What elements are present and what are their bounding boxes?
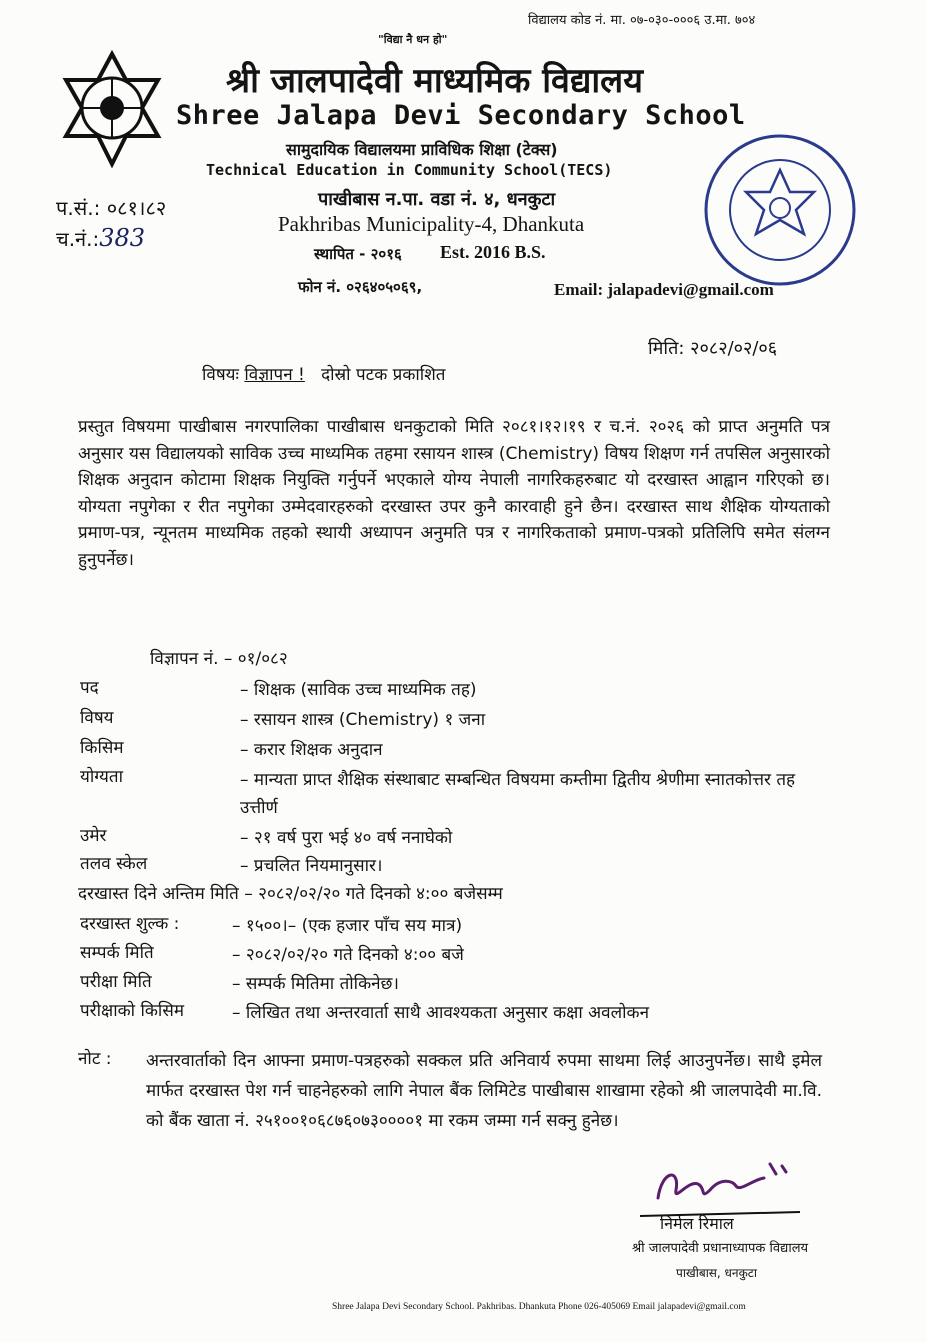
school-logo-icon [56,50,168,168]
detail-value-age: – २१ वर्ष पुरा भई ४० वर्ष ननाघेको [240,828,453,848]
subtitle-nepali: सामुदायिक विद्यालयमा प्राविधिक शिक्षा (टेक्स) [286,140,558,159]
detail-value-type: – करार शिक्षक अनुदान [240,740,383,760]
detail-label-type: किसिम [80,738,124,758]
detail-label-subject: विषय [80,708,114,728]
school-name-english: Shree Jalapa Devi Secondary School [176,100,746,131]
school-name-nepali: श्री जालपादेवी माध्यमिक विद्यालय [226,61,643,101]
detail-value-exam-date: – सम्पर्क मितिमा तोकिनेछ। [232,974,399,994]
detail-label-age: उमेर [80,826,107,846]
signatory-name: निर्मल रिमाल [660,1214,734,1233]
address-nepali: पाखीबास न.पा. वडा नं. ४, धनकुटा [318,189,556,210]
subject-suffix: दोस्रो पटक प्रकाशित [321,365,446,385]
signatory-place: पाखीबास, धनकुटा [676,1266,757,1280]
subject-line [202,362,445,385]
detail-label-post: पद [80,678,99,698]
subject-prefix: विषयः [202,365,239,385]
subtitle-english: Technical Education in Community School(TECS) [206,161,613,179]
detail-value-fee: – १५००।– (एक हजार पाँच सय मात्र) [232,916,463,936]
footer-contact: Shree Jalapa Devi Secondary School. Pakhribas. Dhankuta Phone 026-405069 Email jalapadevi@gmail.com [332,1302,746,1312]
detail-label-contact-date: सम्पर्क मिति [80,943,154,963]
detail-label-exam-type: परीक्षाको किसिम [80,1001,184,1021]
note-label: नोट : [78,1049,112,1069]
established-english: Est. 2016 B.S. [440,242,546,262]
email-address[interactable]: Email: jalapadevi@gmail.com [554,280,774,299]
detail-label-exam-date: परीक्षा मिति [80,972,152,992]
reference-cn-handwritten: 383 [99,224,146,252]
detail-value-subject: – रसायन शास्त्र (Chemistry) १ जना [240,710,486,730]
detail-label-qualification: योग्यता [80,767,123,787]
detail-value-contact-date: – २०८२/०२/२० गते दिनको ४:०० बजे [232,945,464,965]
detail-value-qualification: – मान्यता प्राप्त शैक्षिक संस्थाबाट सम्बन्धित विषयमा कम्तीमा द्वितीय श्रेणीमा स्नातकोत्तर तह उत्तीर्ण [240,770,796,818]
signature-icon [640,1150,800,1220]
detail-label-fee: दरखास्त शुल्क : [80,914,180,934]
letter-date: मिति: २०८२/०२/०६ [648,338,778,359]
motto: "विद्या नै धन हो" [378,33,448,46]
detail-value-exam-type: – लिखित तथा अन्तरवार्ता साथै आवश्यकता अनुसार कक्षा अवलोकन [232,1003,650,1023]
address-english: Pakhribas Municipality-4, Dhankuta [278,212,585,236]
application-deadline: दरखास्त दिने अन्तिम मिति – २०८२/०२/२० गते दिनको ४:०० बजेसम्म [78,884,503,904]
reference-cn [56,224,145,252]
detail-value-post: – शिक्षक (साविक उच्च माध्यमिक तह) [240,680,477,700]
reference-cn-label: च.नं.: [56,227,100,251]
body-paragraph: प्रस्तुत विषयमा पाखीबास नगरपालिका पाखीबास धनकुटाको मिति २०८१।१२।१९ र च.नं. २०२६ को प्राप्त अनुमति पत्र अनुसार यस विद्यालयको साविक उच्च माध्यमिक तहमा रसायन शास्त्र (Chemistry) विषय शिक्षण गर्न तपसिल अनुसारको शिक्षक अनुदान कोटामा शिक्षक नियुक्ति गर्नुपर्ने भएकाले योग्य नेपाली नागरिकहरुबाट यो दरखास्त आह्वान गरिएको छ। योग्यता नपुगेका र रीत नपुगेका उम्मेदवारहरुको दरखास्त उपर कुनै कारवाही हुने छैन। दरखास्त साथ शैक्षिक योग्यताको प्रमाण-पत्र, न्यूनतम माध्यमिक तहको स्थायी अध्यापन अनुमति पत्र र नागरिकताको प्रमाण-पत्रको प्रतिलिपि समेत संलग्न हुनुपर्नेछ। [78,417,830,570]
note-text: अन्तरवार्ताको दिन आफ्ना प्रमाण-पत्रहरुको सक्कल प्रति अनिवार्य रुपमा साथमा लिई आउनुपर्नेछ। साथै इमेल मार्फत दरखास्त पेश गर्न चाहनेहरुको लागि नेपाल बैंक लिमिटेड पाखीबास शाखामा रहेको श्री जालपादेवी मा.वि. को बैंक खाता नं. २५१००१०६८७६०७३००००१ मा रकम जम्मा गर्न सक्नु हुनेछ। [146,1051,822,1131]
detail-value-salary: – प्रचलित नियमानुसार। [240,856,383,876]
established-nepali: स्थापित - २०१६ [314,245,402,263]
advertisement-number: विज्ञापन नं. – ०१/०८२ [150,649,288,669]
subject-title: विज्ञापन ! [244,365,305,385]
school-code: विद्यालय कोड नं. मा. ०७-०३०-०००६ उ.मा. ७०४ [528,13,756,28]
signatory-title: श्री जालपादेवी प्रधानाध्यापक विद्यालय [632,1241,809,1256]
reference-ps: प.सं.: ०८१।८२ [56,196,167,220]
phone-number: फोन नं. ०२६४०५०६९, [298,278,423,296]
school-seal-stamp-icon [700,130,860,290]
detail-label-salary: तलव स्केल [80,854,148,874]
